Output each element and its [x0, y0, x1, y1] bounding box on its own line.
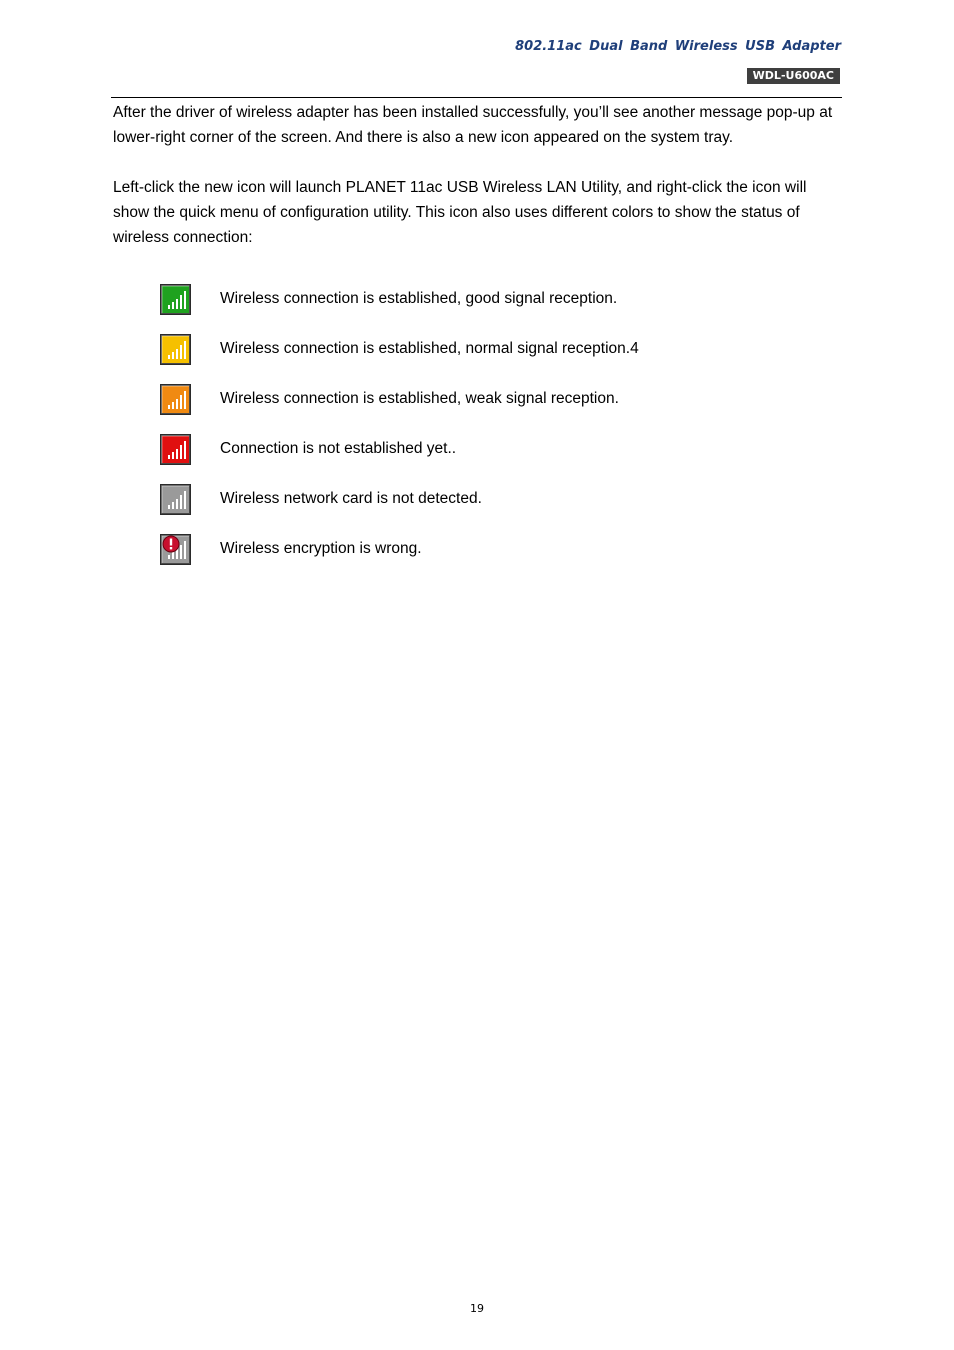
status-text: Wireless network card is not detected.	[220, 490, 482, 507]
status-text: Wireless connection is established, weak signal reception.	[220, 390, 619, 407]
header-divider	[111, 97, 842, 98]
status-text: Wireless connection is established, normal signal reception.4	[220, 340, 639, 357]
status-text: Wireless encryption is wrong.	[220, 540, 422, 557]
signal-error-icon	[160, 534, 191, 565]
signal-gray-icon	[160, 484, 191, 515]
signal-red-icon	[160, 434, 191, 465]
signal-yellow-icon	[160, 334, 191, 365]
header-model-badge: WDL-U600AC	[747, 68, 840, 84]
utility-paragraph: Left-click the new icon will launch PLANET 11ac USB Wireless LAN Utility, and right-click the icon will show the quick menu of configuration utility. This icon also uses different colors to show the status of wireless connection:	[113, 179, 807, 246]
status-text: Wireless connection is established, good signal reception.	[220, 290, 618, 307]
intro-paragraph: After the driver of wireless adapter has been installed successfully, you’ll see another message pop-up at lower-right corner of the screen. And there is also a new icon appeared on the system tray.	[113, 104, 833, 146]
status-text: Connection is not established yet..	[220, 440, 457, 457]
page-number: 19	[470, 1302, 484, 1315]
header-title: 802.11ac Dual Band Wireless USB Adapter	[515, 39, 841, 54]
signal-orange-icon	[160, 384, 191, 415]
signal-green-icon	[160, 284, 191, 315]
